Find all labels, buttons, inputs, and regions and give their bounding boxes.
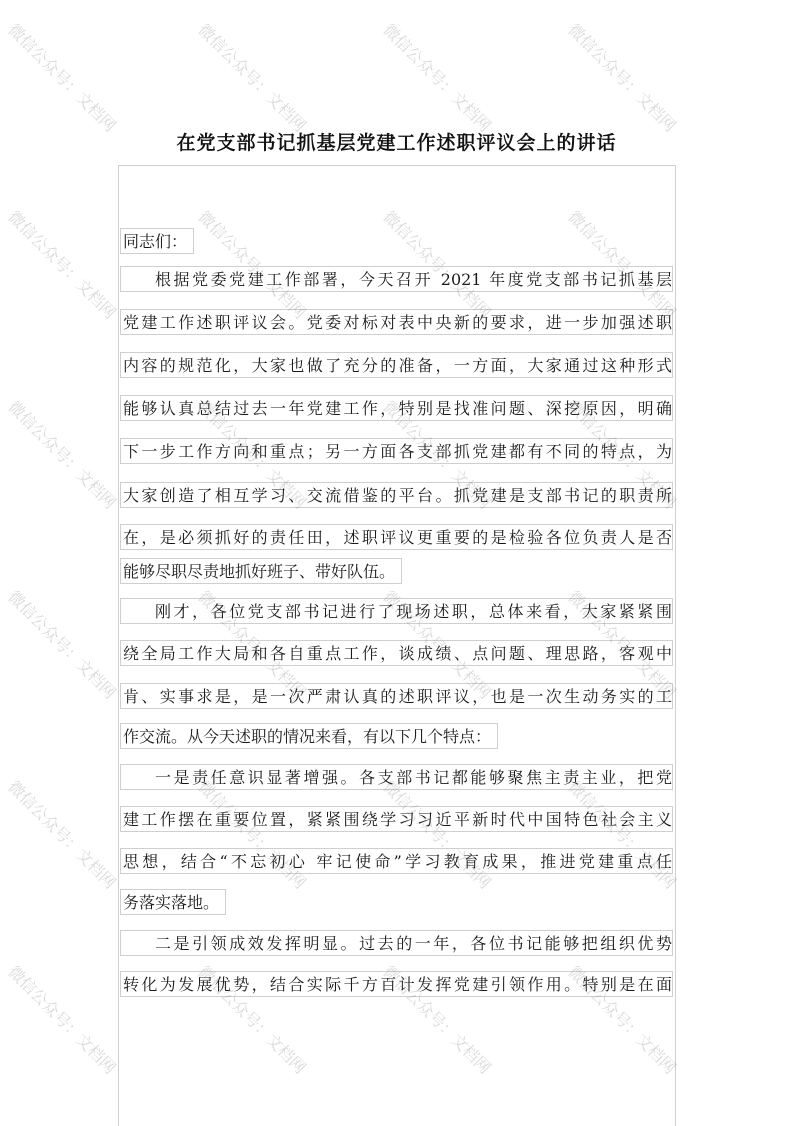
watermark-text: 微信公众号：文档网: [194, 587, 310, 703]
watermark-text: 微信公众号：文档网: [4, 207, 120, 323]
watermark-text: 微信公众号：文档网: [379, 397, 495, 513]
watermark-text: 微信公众号：文档网: [564, 777, 680, 893]
paragraph-line: 下一步工作方向和重点；另一方面各支部抓党建都有不同的特点，为: [120, 438, 673, 464]
paragraph-line: 能够尽职尽责地抓好班子、带好队伍。: [120, 558, 402, 584]
paragraph-line: 肯、实事求是，是一次严肃认真的述职评议，也是一次生动务实的工: [120, 683, 673, 709]
paragraph-line: 能够认真总结过去一年党建工作，特别是找准问题、深挖原因，明确: [120, 395, 673, 421]
watermark-text: 微信公众号：文档网: [4, 587, 120, 703]
document-title: 在党支部书记抓基层党建工作述职评议会上的讲话: [176, 132, 617, 154]
watermark-text: 微信公众号：文档网: [564, 587, 680, 703]
paragraph-line: 党建工作述职评议会。党委对标对表中央新的要求，进一步加强述职: [120, 309, 673, 335]
salutation: 同志们：: [120, 228, 194, 254]
paragraph-line: 在，是必须抓好的责任田，述职评议更重要的是检验各位负责人是否: [120, 524, 673, 550]
watermark-text: 微信公众号：文档网: [4, 20, 120, 136]
watermark-text: 微信公众号：文档网: [379, 587, 495, 703]
watermark-text: 微信公众号：文档网: [194, 962, 310, 1078]
paragraph-line: 二是引领成效发挥明显。过去的一年，各位书记能够把组织优势: [120, 930, 673, 956]
watermark-text: 微信公众号：文档网: [379, 20, 495, 136]
watermark-text: 微信公众号：文档网: [564, 397, 680, 513]
paragraph-line: 大家创造了相互学习、交流借鉴的平台。抓党建是支部书记的职责所: [120, 482, 673, 508]
paragraph-line: 作交流。从今天述职的情况来看，有以下几个特点：: [120, 723, 498, 749]
watermark-text: 微信公众号：文档网: [194, 397, 310, 513]
watermark-text: 微信公众号：文档网: [564, 207, 680, 323]
watermark-text: 微信公众号：文档网: [194, 20, 310, 136]
watermark-text: 微信公众号：文档网: [4, 397, 120, 513]
watermark-text: 微信公众号：文档网: [564, 962, 680, 1078]
watermark-text: 微信公众号：文档网: [379, 777, 495, 893]
watermark-text: 微信公众号：文档网: [194, 207, 310, 323]
watermark-text: 微信公众号：文档网: [379, 962, 495, 1078]
paragraph-line: 绕全局工作大局和各自重点工作，谈成绩、点问题、理思路，客观中: [120, 640, 673, 666]
paragraph-line: 一是责任意识显著增强。各支部书记都能够聚焦主责主业，把党: [120, 764, 673, 790]
watermark-text: 微信公众号：文档网: [194, 777, 310, 893]
paragraph-line: 思想，结合“不忘初心 牢记使命”学习教育成果，推进党建重点任: [120, 848, 673, 874]
paragraph-line: 根据党委党建工作部署，今天召开 2021 年度党支部书记抓基层: [120, 266, 673, 292]
watermark-text: 微信公众号：文档网: [564, 20, 680, 136]
paragraph-line: 建工作摆在重要位置，紧紧围绕学习习近平新时代中国特色社会主义: [120, 806, 673, 832]
paragraph-line: 转化为发展优势，结合实际千方百计发挥党建引领作用。特别是在面: [120, 971, 673, 997]
paragraph-line: 内容的规范化，大家也做了充分的准备，一方面，大家通过这种形式: [120, 352, 673, 378]
watermark-text: 微信公众号：文档网: [4, 962, 120, 1078]
watermark-text: 微信公众号：文档网: [4, 777, 120, 893]
paragraph-line: 务落实落地。: [120, 889, 226, 915]
watermark-text: 微信公众号：文档网: [379, 207, 495, 323]
paragraph-line: 刚才，各位党支部书记进行了现场述职，总体来看，大家紧紧围: [120, 598, 673, 624]
